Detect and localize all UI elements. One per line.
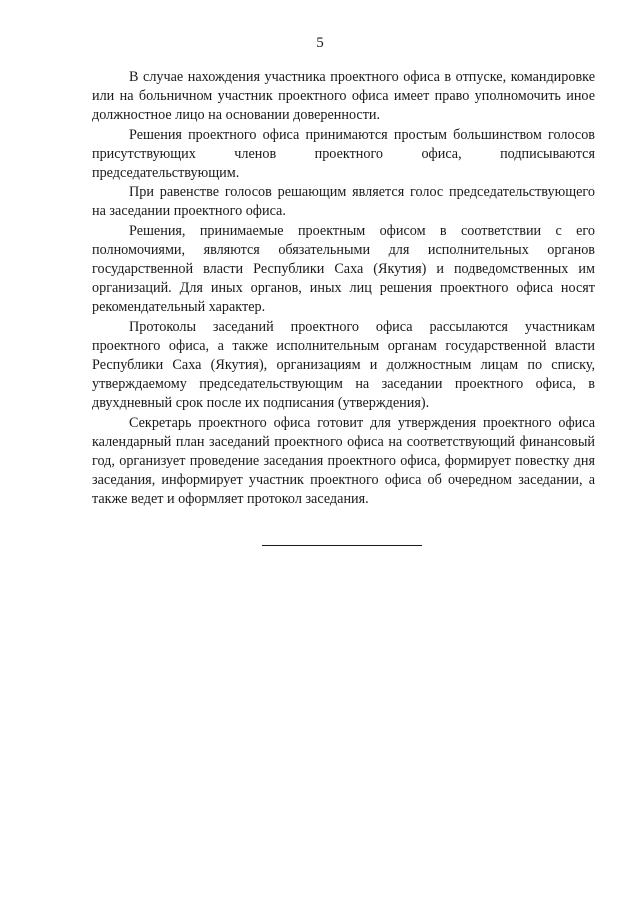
paragraph-binding-decisions: Решения, принимаемые проектным офисом в соответствии с его полномочиями, являются обязательными для исполнительных органов государственной власти Республики Саха (Якутия) и подведомственных им организаций. Для иных органов, иных лиц решения проектного офиса носят рекомендательный характер.: [92, 222, 595, 316]
page-number: 5: [316, 35, 324, 51]
paragraph-delegation: В случае нахождения участника проектного офиса в отпуске, командировке или на больничном участник проектного офиса имеет право уполномочить иное должностное лицо на основании доверенности.: [92, 69, 595, 124]
paragraph-protocol-distribution: Протоколы заседаний проектного офиса рассылаются участникам проектного офиса, а также исполнительным органам государственной власти Республики Саха (Якутия), организациям и должностным лицам по списку, утверждаемому председательствующим на заседании проектного офиса, в двухдневный срок после их подписания (утверждения).: [92, 318, 595, 412]
paragraph-secretary-duties: Секретарь проектного офиса готовит для утверждения проектного офиса календарный план заседаний проектного офиса на соответствующий финансовый год, организует проведение заседания проектного офиса, формирует повестку дня заседания, информирует участник проектного офиса об очередном заседании, а также ведет и оформляет протокол заседания.: [92, 414, 595, 508]
document-body: [92, 68, 595, 510]
paragraph-majority-vote: Решения проектного офиса принимаются простым большинством голосов присутствующих членов проектного офиса, подписываются председательствующим.: [92, 126, 595, 182]
paragraph-tie-vote: При равенстве голосов решающим является голос председательствующего на заседании проектного офиса.: [92, 184, 595, 220]
closing-divider: [262, 545, 422, 546]
